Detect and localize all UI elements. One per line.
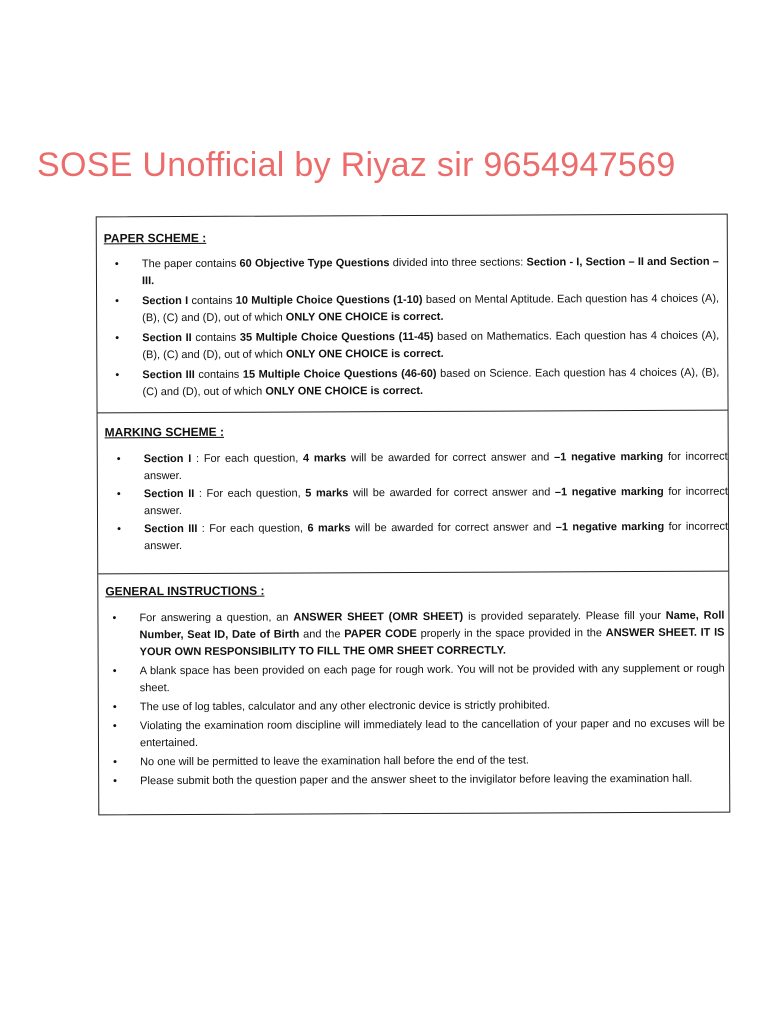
list-item [140, 716, 725, 753]
marking-scheme-title: MARKING SCHEME : [104, 424, 225, 440]
text-run: properly in the space provided in the [416, 627, 606, 640]
text-run: : For each question, [191, 452, 304, 465]
bold-text: –1 negative marking [554, 450, 664, 464]
list-item [144, 484, 728, 521]
paper-scheme-list [142, 254, 720, 402]
list-item [140, 752, 725, 772]
marking-scheme-section [98, 411, 729, 575]
text-run: Violating the examination room discipline will immediately lead to the cancellation of your paper and no excuses will be entertained. [139, 717, 725, 750]
text-run: contains [191, 331, 240, 344]
bold-text: 35 Multiple Choice Questions (11-45) [239, 330, 434, 344]
text-run: based on Mental Aptitude. Each question has 4 choices (A), (B), (C) and (D), out of which [142, 292, 720, 325]
text-run: and the [299, 628, 345, 641]
text-run: for incorrect answer. [144, 520, 729, 553]
bold-text: Name, Roll Number, Seat ID, Date of Birth [139, 609, 725, 642]
bold-text: Section III [142, 368, 195, 382]
list-item [144, 519, 728, 556]
text-run: contains [194, 368, 243, 381]
general-instructions-section [98, 572, 729, 815]
text-run: for incorrect answer. [143, 450, 728, 483]
bold-text: –1 negative marking [554, 485, 664, 499]
list-item [144, 449, 728, 486]
bold-text: ANSWER SHEET. IT IS YOUR OWN RESPONSIBILITY TO FILL THE OMR SHEET CORRECTLY. [139, 626, 725, 659]
marking-scheme-list [144, 449, 728, 556]
paper-scheme-title: PAPER SCHEME : [103, 230, 207, 246]
bold-text: ONLY ONE CHOICE is correct. [265, 384, 424, 398]
bold-text: ANSWER SHEET (OMR SHEET) [293, 610, 464, 624]
bold-text: 15 Multiple Choice Questions (46-60) [242, 367, 437, 381]
text-run: For answering a question, an [139, 611, 294, 625]
general-instructions-title: GENERAL INSTRUCTIONS : [105, 583, 265, 599]
bold-text: Section III [144, 522, 198, 536]
text-run: based on Mathematics. Each question has 4 choices (A), (B), (C) and (D), out of which [142, 329, 720, 362]
text-run: The paper contains [141, 257, 240, 271]
general-instructions-list [139, 608, 725, 791]
text-run: Please submit both the question paper and the answer sheet to the invigilator before leaving the examination hall. [140, 772, 693, 788]
watermark-text: SOSE Unofficial by Riyaz sir 9654947569 [37, 146, 676, 184]
list-item [140, 661, 725, 698]
bold-text: Section I [142, 294, 189, 308]
text-run: will be awarded for correct answer and [348, 486, 555, 500]
text-run: No one will be permitted to leave the examination hall before the end of the test. [140, 754, 530, 769]
list-item [139, 608, 724, 662]
list-item [142, 365, 719, 402]
bold-text: –1 negative marking [555, 520, 665, 534]
bold-text: 4 marks [302, 452, 347, 465]
text-run: : For each question, [194, 487, 306, 500]
bold-text: 60 Objective Type Questions [239, 257, 390, 270]
list-item [140, 697, 725, 717]
bold-text: Section II [143, 487, 195, 501]
text-run: is provided separately. Please fill your [463, 609, 666, 623]
text-run: will be awarded for correct answer and [350, 521, 556, 535]
bold-text: Section I [143, 452, 192, 466]
bold-text: 10 Multiple Choice Questions (1-10) [235, 293, 423, 307]
list-item [140, 771, 725, 791]
text-run: divided into three sections: [389, 256, 527, 270]
bold-text: PAPER CODE [344, 627, 417, 641]
list-item [142, 291, 719, 328]
list-item [142, 328, 719, 365]
text-run: contains [188, 294, 236, 307]
text-run: based on Science. Each question has 4 choices (A), (B), (C) and (D), out of which [142, 366, 720, 399]
text-run: for incorrect answer. [143, 485, 728, 518]
list-item [142, 254, 719, 291]
text-run: The use of log tables, calculator and any other electronic device is strictly prohibited. [139, 699, 551, 714]
bold-text: 6 marks [307, 522, 351, 535]
bold-text: ONLY ONE CHOICE is correct. [285, 347, 444, 361]
text-run: A blank space has been provided on each page for rough work. You will not be provided with any supplement or rough sheet. [139, 662, 725, 695]
paper-scheme-section [97, 215, 728, 414]
bold-text: ONLY ONE CHOICE is correct. [285, 310, 444, 324]
text-run: will be awarded for correct answer and [346, 451, 555, 465]
instructions-box [96, 214, 731, 816]
text-run: : For each question, [197, 522, 308, 535]
bold-text: Section - I, Section – II and Section – III. [141, 255, 719, 288]
bold-text: 5 marks [305, 487, 349, 500]
bold-text: Section II [142, 331, 192, 345]
